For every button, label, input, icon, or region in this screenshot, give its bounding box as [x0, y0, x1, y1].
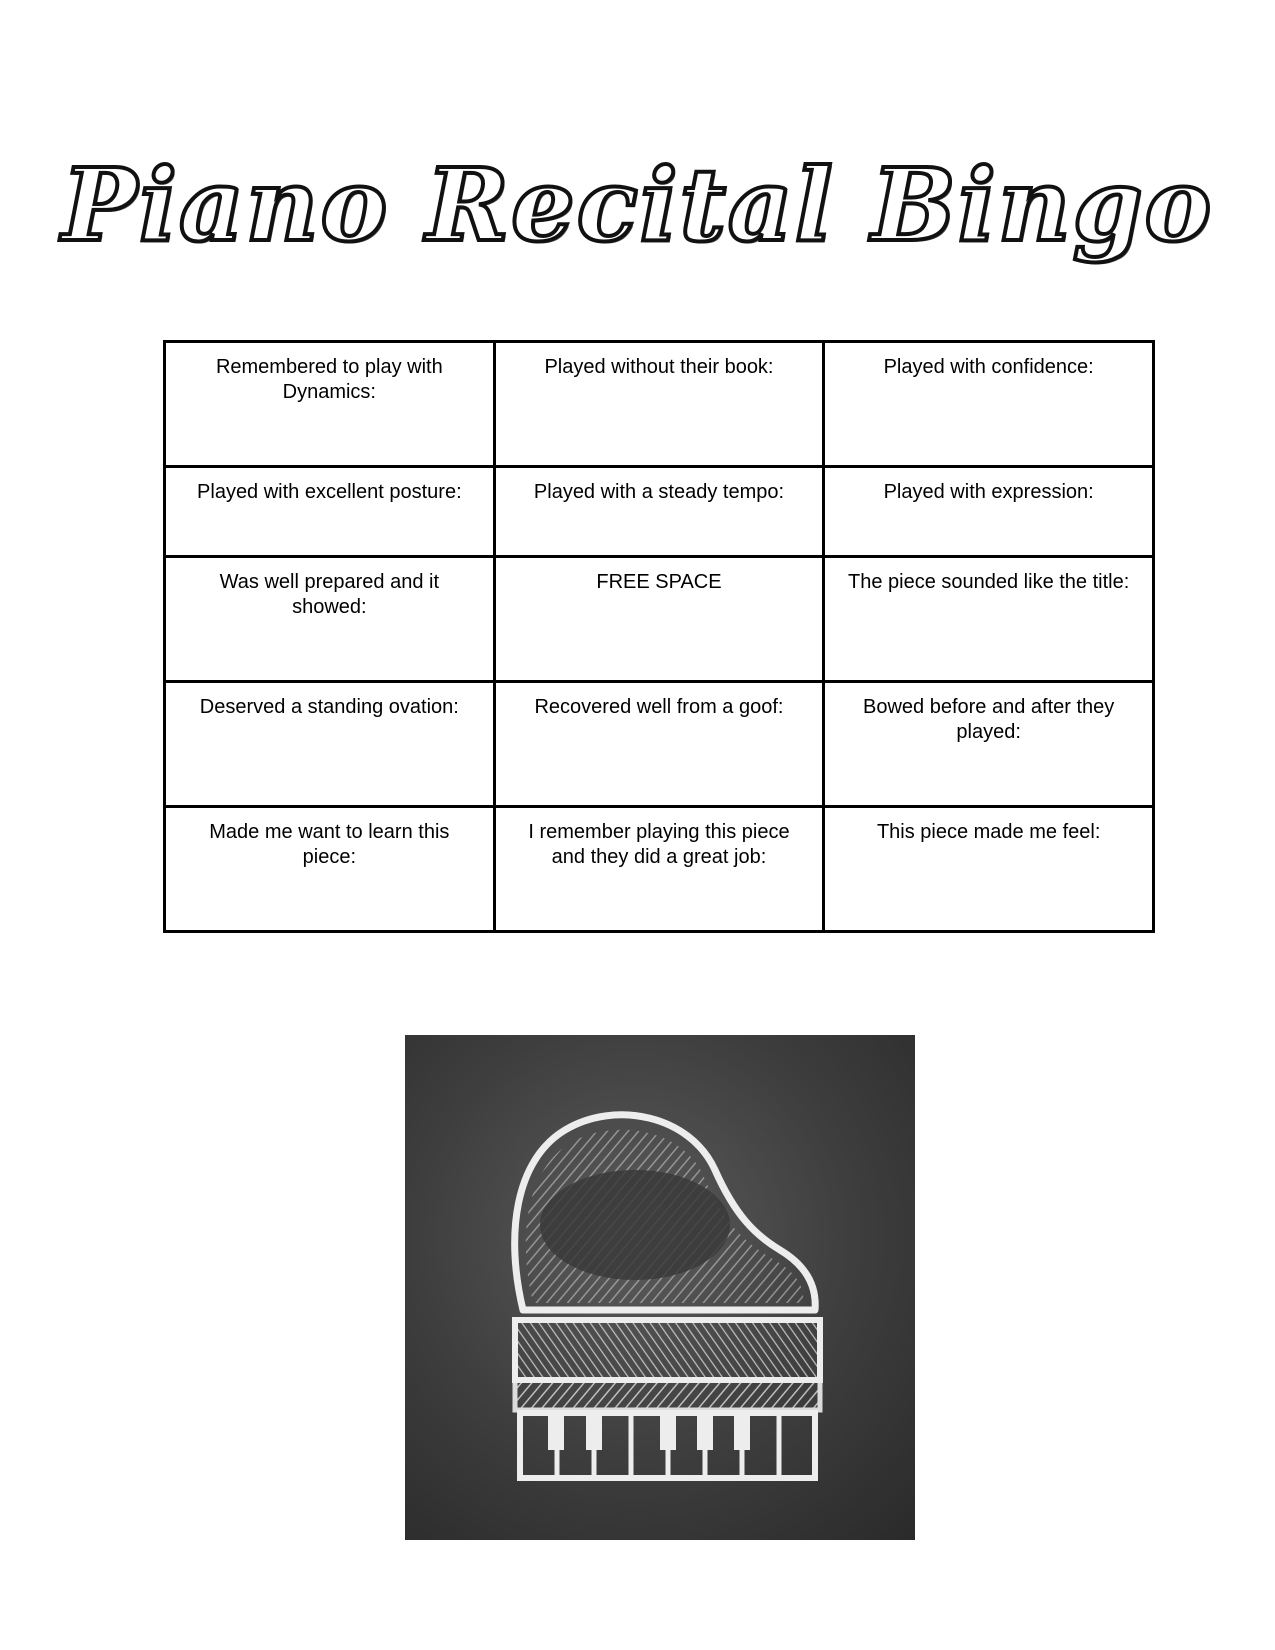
bingo-cell[interactable]: Played with expression: [824, 467, 1154, 557]
bingo-cell[interactable]: Remembered to play with Dynamics: [165, 342, 495, 467]
bingo-cell[interactable]: Played with confidence: [824, 342, 1154, 467]
bingo-cell[interactable]: Played with excellent posture: [165, 467, 495, 557]
bingo-cell[interactable]: Played with a steady tempo: [494, 467, 824, 557]
bingo-cell[interactable]: Played without their book: [494, 342, 824, 467]
bingo-row [165, 557, 1154, 682]
bingo-cell[interactable]: Bowed before and after they played: [824, 682, 1154, 807]
bingo-row [165, 807, 1154, 932]
bingo-row [165, 467, 1154, 557]
grand-piano-drawing [405, 1035, 915, 1540]
grand-piano-chalk-icon [405, 1035, 915, 1540]
bingo-cell[interactable]: Made me want to learn this piece: [165, 807, 495, 932]
page-title: Piano Recital Bingo [61, 146, 1214, 264]
bingo-grid [163, 340, 1155, 933]
bingo-cell[interactable]: Recovered well from a goof: [494, 682, 824, 807]
bingo-cell[interactable]: Was well prepared and it showed: [165, 557, 495, 682]
bingo-cell[interactable]: Deserved a standing ovation: [165, 682, 495, 807]
bingo-row [165, 342, 1154, 467]
free-space-cell[interactable]: FREE SPACE [494, 557, 824, 682]
bingo-cell[interactable]: The piece sounded like the title: [824, 557, 1154, 682]
bingo-cell[interactable]: This piece made me feel: [824, 807, 1154, 932]
bingo-row [165, 682, 1154, 807]
bingo-cell[interactable]: I remember playing this piece and they did a great job: [494, 807, 824, 932]
